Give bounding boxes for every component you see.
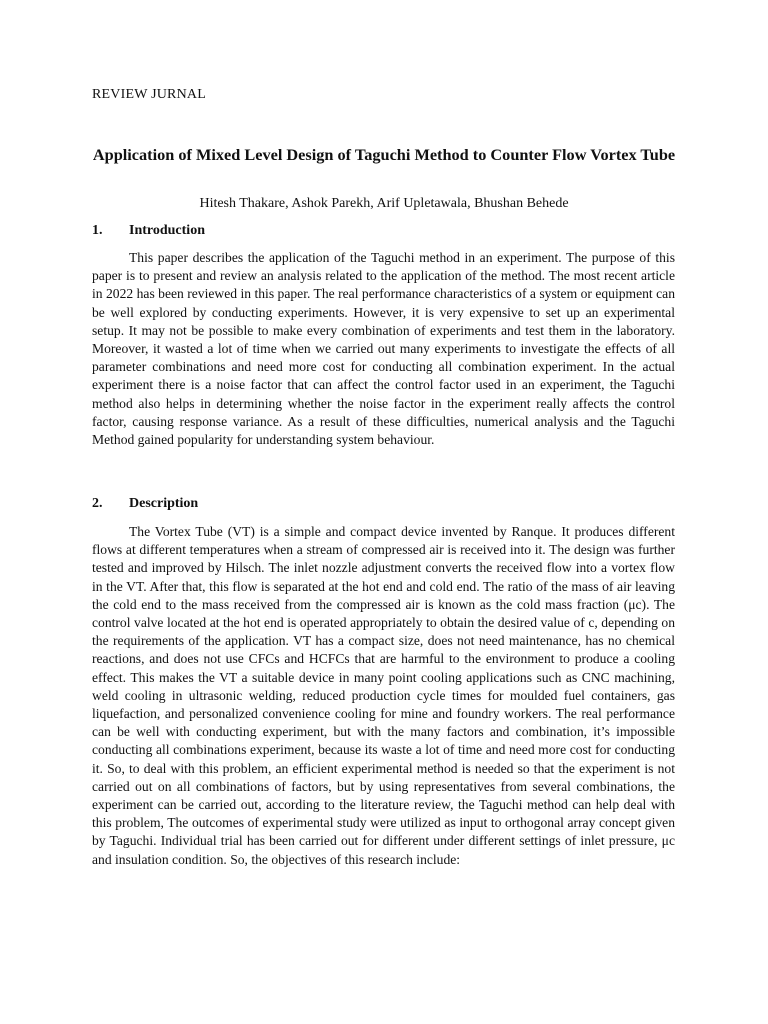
author-list: Hitesh Thakare, Ashok Parekh, Arif Upletawala, Bhushan Behede [199,196,569,211]
introduction-paragraph: This paper describes the application of the Taguchi method in an experiment. The purpose of this paper is to present and review an analysis related to the application of the method. The most recent article in 2022 has been reviewed in this paper. The real performance characteristics of a system or equipment can be well explored by conducting experiments. However, it is very expensive to set up an experimental setup. It may not be possible to make every combination of experiments and test them in the laboratory. Moreover, it wasted a lot of time when we carried out many experiments to investigate the effects of all parameter combinations and need more cost for conducting all combination experiment. In the actual experiment there is a noise factor that can affect the control factor used in an experiment, the Taguchi method also helps in determining whether the noise factor in the experiment really affects the control factor, causing response variance. As a result of these difficulties, numerical analysis and the Taguchi Method gained popularity for understanding system behaviour. [92,250,675,448]
section-heading-description [92,494,198,514]
section-heading-introduction [92,221,205,241]
section-title: Description [129,496,199,511]
description-paragraph: The Vortex Tube (VT) is a simple and compact device invented by Ranque. It produces different flows at different temperatures when a stream of compressed air is received into it. The design was further tested and improved by Hilsch. The inlet nozzle adjustment converts the received flow into a vortex flow in the VT. After that, this flow is separated at the hot end and cold end. The ratio of the mass of air leaving the cold end to the mass received from the compressed air is known as the cold mass fraction (μc). The control valve located at the hot end is operated appropriately to obtain the desired value of c, depending on the requirements of the application. VT has a compact size, does not need maintenance, has no chemical reactions, and does not use CFCs and HCFCs that are harmful to the environment to produce a cooling effect. This makes the VT a suitable device in many point cooling applications such as CNC machining, weld cooling in ultrasonic welding, reduced production cycle times for moulded fuel containers, gas liquefaction, and personalized convenience cooling for mine and foundry workers. The real performance can be well with conducting experiment, but with the many factors and combination, it’s impossible conducting all combinations experiment, because its waste a lot of time and need more cost for conducting it. So, to deal with this problem, an efficient experimental method is needed so that the experiment is not carried out on all combinations of factors, but by using representatives from several combinations, the experiment can be carried out, according to the literature review, the Taguchi method can help deal with this problem, The outcomes of experimental study were utilized as input to orthogonal array concept given by Taguchi. Individual trial has been carried out for different under different settings of inlet pressure, μc and insulation condition. So, the objectives of this research include: [92,524,675,867]
section-title: Introduction [129,223,205,238]
section-number: 2. [92,496,103,511]
section-number: 1. [92,223,103,238]
paper-title: Application of Mixed Level Design of Taguchi Method to Counter Flow Vortex Tube [92,145,676,164]
journal-label: REVIEW JURNAL [92,87,206,102]
